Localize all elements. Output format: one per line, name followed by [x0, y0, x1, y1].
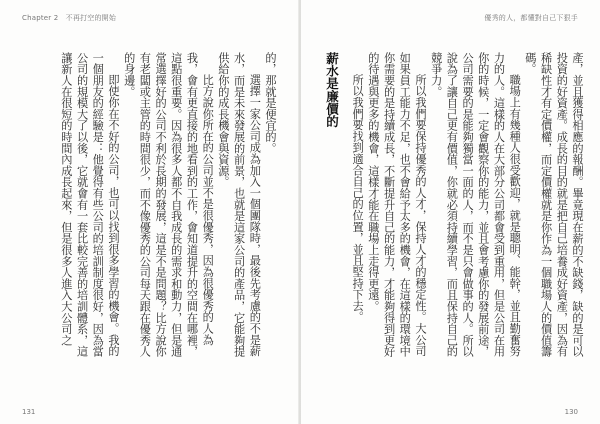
page-number-right: 130: [564, 408, 578, 416]
paragraph: 選擇一家公司成為加入一個團隊時，最後先考慮的不是薪水，而是未來發展的前景，也就是這家公司的產品，它能夠提供給你的成長機會與資源。: [216, 52, 262, 358]
paragraph: 比方說你所在的公司並不是很優秀，因為很優秀的人為我，會有更直接的地看到的工作，會知道提升的空間在哪裡，這點很重要。因為很多人都不自我成長的需求和動力，但是通常選擇好的公司不利於長期的發展，這是不是問題？比方說你有老闆或主管的時間很少，而不像優秀的公司每天跟在優秀人的身邊。: [122, 52, 215, 358]
page-number-left: 131: [22, 408, 36, 416]
left-page-body: [60, 52, 278, 364]
paragraph: 的，那就是便宜的。: [264, 52, 277, 154]
paragraph: 即使你在不好的公司，也可以找到很多學習的機會。我的一個朋友的經驗是：他覺得有些公司的培訓制度很好，因為當公司的規模大了以後，它就會有一套比較完善的培訓體系，這讓新人在很短的時間內成長起來，但是很多人進入大公司之: [60, 52, 120, 358]
running-head-right: 優秀的人，都懂對自己下狠手: [484, 14, 578, 22]
paragraph: 所以我們要保持優秀的人才，保持人才的穩定性。大公司如果員工能力不足，也不會給予太多的機會，在這樣的環境中你需要的是持續成長，不斷提升自己的能力，才能夠得到更好的待遇與更多的機會，這樣才能在職場上走得更遠。: [366, 52, 427, 358]
right-page: [301, 0, 600, 424]
running-head-left: Chapter 2 不再打空的開始: [22, 14, 117, 22]
paragraph: 產，並且獲得相應的報酬。畢竟現在薪的不缺錢，缺的是可以投資的好資產。成長的目的就是把自己培養成好資產，因為有稀缺性才有定價權，而定價權就是你作為一個職場人的價值籌碼。: [523, 52, 584, 358]
section-heading: 薪水是廉價的: [324, 52, 340, 128]
right-page-body: [319, 52, 585, 364]
paragraph: 所以我們要找到適合自己的位置，並且堅持下去。: [351, 74, 365, 323]
paragraph: 職場上有幾種人很受歡迎，就是聰明、能幹，並且勤奮努力的人。這樣的人在大部分公司都會受到重用，但是公司在用你的時候，一定會觀察你的能力，並且會考慮你的發展前途，公司需要的是能夠獨當一面的人，而不是只會做事的人。所以說為了讓自己更有價值，你就必須持續學習，而且保持自己的競爭力。: [429, 52, 522, 358]
left-page: [0, 0, 299, 424]
